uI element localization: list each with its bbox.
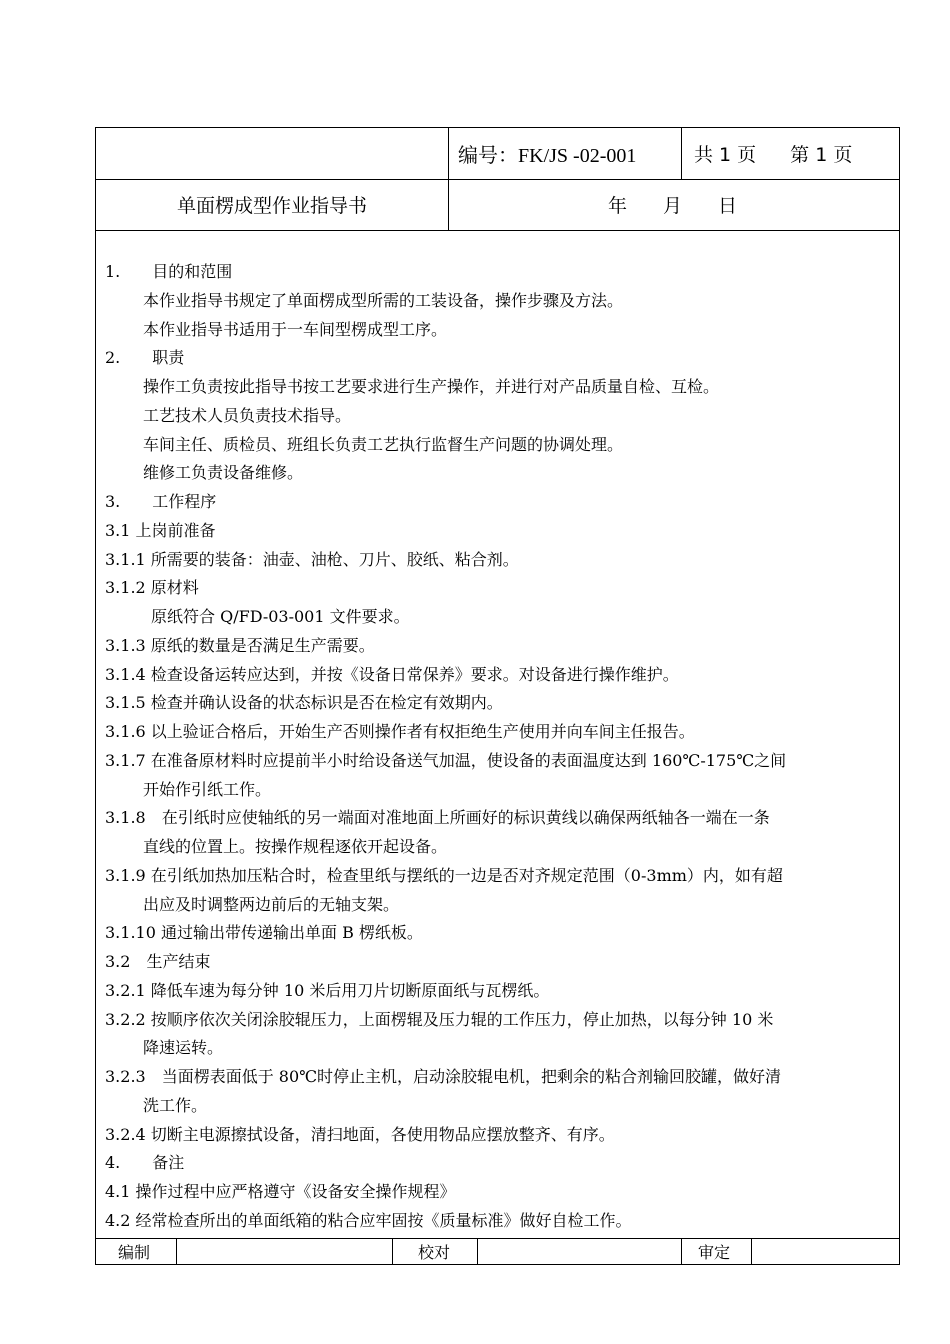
- body-line: 3.1.3 原纸的数量是否满足生产需要。: [105, 635, 375, 655]
- body-line: 原纸符合 Q/FD-03-001 文件要求。: [151, 607, 410, 626]
- date-year: 年: [608, 195, 628, 217]
- body-line: 3.1.1 所需要的装备：油壶、油枪、刀片、胶纸、粘合剂。: [105, 549, 519, 569]
- checked-by-label: 校对: [418, 1243, 451, 1262]
- body-line: 1. 目的和范围: [105, 262, 233, 281]
- body-line: 直线的位置上。按操作规程逐依开起设备。: [143, 837, 448, 856]
- body-line: 操作工负责按此指导书按工艺要求进行生产操作，并进行对产品质量自检、互检。: [143, 377, 720, 396]
- footer-vertical-rule-4: [681, 1238, 682, 1265]
- body-line: 3.1.10 通过输出带传递输出单面 B 楞纸板。: [105, 923, 423, 943]
- date-field: [608, 179, 737, 230]
- body-line: 3.1.9 在引纸加热加压粘合时，检查里纸与摆纸的一边是否对齐规定范围（0-3mm）内，如有超: [105, 865, 783, 885]
- body-line: 3.2.2 按顺序依次关闭涂胶辊压力，上面楞辊及压力辊的工作压力，停止加热，以每分钟 10 米: [105, 1009, 774, 1029]
- total-pages: 共 1 页: [694, 144, 757, 166]
- body-line: 3. 工作程序: [105, 492, 217, 511]
- body-line: 降速运转。: [143, 1038, 224, 1058]
- body-line: 3.2.3 当面楞表面低于 80℃时停止主机，启动涂胶辊电机，把剩余的粘合剂输回胶罐，做好清: [105, 1067, 782, 1086]
- body-line: 车间主任、质检员、班组长负责工艺执行监督生产问题的协调处理。: [143, 434, 624, 454]
- body-line: 3.1.7 在准备原材料时应提前半小时给设备送气加温，使设备的表面温度达到 160℃-175℃之间: [105, 750, 787, 770]
- body-line: 3.1.8 在引纸时应使轴纸的另一端面对准地面上所画好的标识黄线以确保两纸轴各一端在一条: [105, 808, 770, 828]
- current-page: 第 1 页: [790, 144, 853, 166]
- footer-top-rule: [96, 1238, 899, 1239]
- body-line: 3.1.4 检查设备运转应达到，并按《设备日常保养》要求。对设备进行操作维护。: [105, 664, 679, 684]
- body-line: 3.2.4 切断主电源擦拭设备，清扫地面，各使用物品应摆放整齐、有序。: [105, 1124, 615, 1144]
- footer-vertical-rule-1: [176, 1238, 177, 1265]
- body-line: 本作业指导书适用于一车间型楞成型工序。: [143, 319, 448, 339]
- document-frame: [95, 127, 900, 1265]
- body-line: 维修工负责设备维修。: [143, 463, 304, 483]
- body-line: 3.1.2 原材料: [105, 578, 199, 598]
- date-day: 日: [718, 195, 738, 217]
- header-bottom-rule: [96, 230, 899, 231]
- body-line: 2. 职责: [105, 348, 185, 368]
- footer-vertical-rule-2: [392, 1238, 393, 1265]
- body-line: 3.2.1 降低车速为每分钟 10 米后用刀片切断原面纸与瓦楞纸。: [105, 980, 550, 1000]
- page-count-group: [694, 128, 852, 179]
- body-line: 3.2 生产结束: [105, 952, 211, 971]
- footer-vertical-rule-5: [751, 1238, 752, 1265]
- body-line: 洗工作。: [143, 1095, 208, 1115]
- document-title: 单面楞成型作业指导书: [176, 195, 367, 217]
- body-line: 4.1 操作过程中应严格遵守《设备安全操作规程》: [105, 1182, 456, 1201]
- header-vertical-rule-2: [681, 128, 682, 179]
- footer-vertical-rule-3: [477, 1238, 478, 1265]
- approved-by-label: 审定: [698, 1243, 731, 1262]
- header-vertical-rule-1: [448, 128, 449, 230]
- body-line: 4.2 经常检查所出的单面纸箱的粘合应牢固按《质量标准》做好自检工作。: [105, 1210, 632, 1230]
- body-line: 开始作引纸工作。: [143, 779, 272, 799]
- date-month: 月: [663, 195, 683, 217]
- body-line: 出应及时调整两边前后的无轴支架。: [143, 894, 400, 914]
- document-code: 编号：FK/JS -02-001: [458, 145, 637, 167]
- body-line: 工艺技术人员负责技术指导。: [143, 405, 352, 425]
- body-line: 3.1.5 检查并确认设备的状态标识是否在检定有效期内。: [105, 693, 503, 713]
- body-line: 3.1.6 以上验证合格后，开始生产否则操作者有权拒绝生产使用并向车间主任报告。: [105, 722, 695, 741]
- body-line: 3.1 上岗前准备: [105, 520, 216, 540]
- prepared-by-label: 编制: [118, 1243, 151, 1262]
- body-line: 本作业指导书规定了单面楞成型所需的工装设备，操作步骤及方法。: [143, 290, 624, 310]
- body-line: 4. 备注: [105, 1153, 185, 1173]
